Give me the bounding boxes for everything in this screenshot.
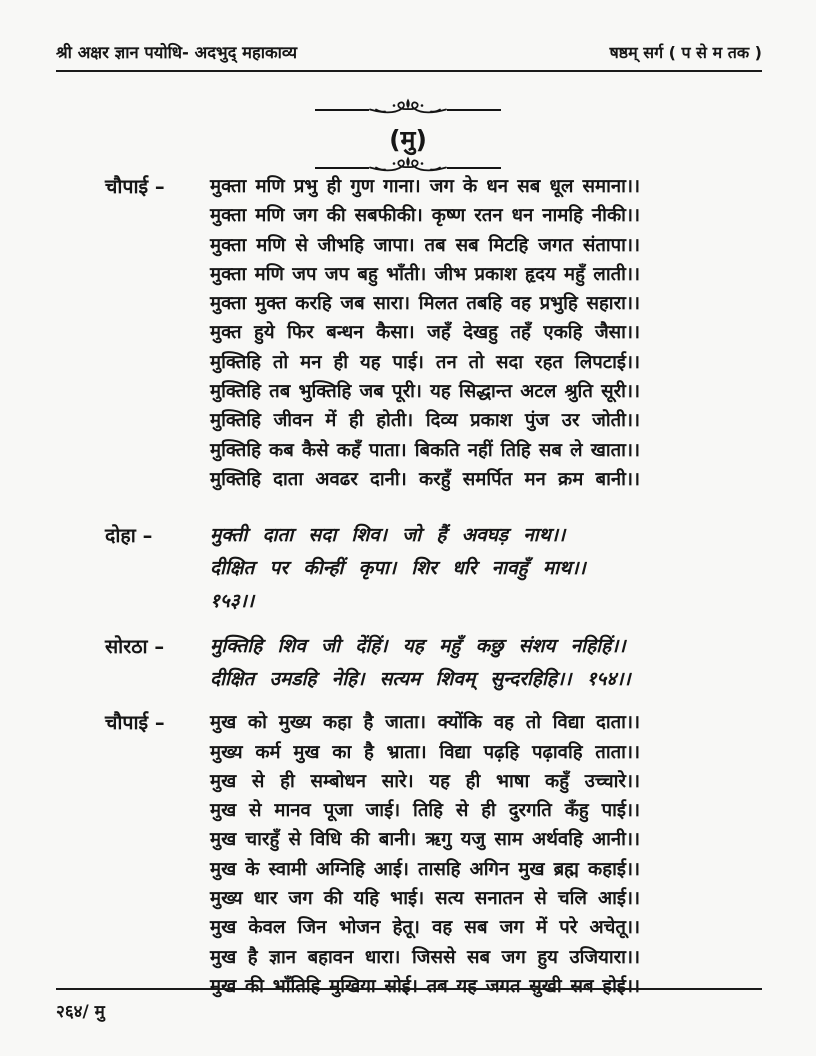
section-doha-3 [105,630,640,696]
verse-line: मुक्ता मणि जप जप बहु भाँती। जीभ प्रकाश हृदय महुँ लाती।। [210,263,640,285]
section-label: चौपाई – [105,711,165,735]
page-number: २६४/ मु [56,1002,105,1022]
verses [210,630,640,696]
verse-line: मुख से ही सम्बोधन सारे। यह ही भाषा कहुँ उच्चारे।। [210,770,640,792]
divider-line [315,167,369,169]
verse-line: मुख्य धार जग की यहि भाई। सत्य सनातन से चलि आई।। [210,888,640,910]
verses [210,519,640,618]
verse-line: मुख केवल जिन भोजन हेतू। वह सब जग में परे अचेतू।। [210,917,640,939]
section-label: दोहा – [105,524,153,548]
verse-line: मुख की भाँतिहि मुखिया सोई। तब यह जगत सुखी सब होई।। [210,975,640,997]
book-title: श्री अक्षर ज्ञान पयोधि- अदभुद् महाकाव्य [56,43,298,62]
verses [210,172,640,494]
flourish-ornament-icon [369,98,447,122]
verse-sections [105,172,640,1001]
verse-line: मुक्तिहि शिव जी देंहिं। यह महुँ कछु संशय नहिहिं।। [210,635,626,658]
page-header [56,40,762,72]
canto-title: षष्ठम् सर्ग ( प से म तक ) [609,43,762,62]
verse-line: मुक्तिहि तब भुक्तिहि जब पूरी। यह सिद्धान्त अटल श्रुति सूरी।। [210,381,640,403]
verse-line: मुख से मानव पूजा जाई। तिहि से ही दुरगति कँहु पाई।। [210,800,640,822]
section-divider [0,98,816,180]
verses [210,708,640,1001]
verse-line: मुक्ता मुक्त करहि जब सारा। मिलत तबहि वह प्रभुहि सहारा।। [210,293,640,315]
letter-section-marker: (मु) [389,125,427,154]
verse-line: मुक्ता मणि जग की सबफीकी। कृष्ण रतन धन नामहि नीकी।। [210,205,640,227]
verse-line: मुख चारहुँ से विधि की बानी। ऋगु यजु साम अर्थवहि आनी।। [210,829,640,851]
verse-line: मुक्ता मणि प्रभु ही गुण गाना। जग के धन सब धूल समाना।। [210,176,640,197]
verse-line: दीक्षित पर कीन्हीं कृपा। शिर धरि नावहुँ माथ।। १५३।। [210,557,586,613]
verse-line: मुख के स्वामी अग्निहि आई। तासहि अगिन मुख ब्रह्म कहाई।। [210,858,640,880]
verse-line: मुक्त हुये फिर बन्धन कैसा। जहँ देखहु तहँ एकहि जैसा।। [210,322,640,344]
verse-line: मुख को मुख्य कहा है जाता। क्योंकि वह तो विद्या दाता।। [210,712,640,734]
verse-line: मुक्तिहि जीवन में ही होती। दिव्य प्रकाश पुंज उर जोती।। [210,410,640,432]
verse-line: दीक्षित उमडहि नेहि। सत्यम शिवम् सुन्दरहिहि।। १५४।। [210,668,631,691]
verse-line: मुक्ती दाता सदा शिव। जो हैं अवघड़ नाथ।। [210,524,566,547]
divider-line [315,109,369,111]
verse-line: मुक्तिहि तो मन ही यह पाई। तन तो सदा रहत लिपटाई।। [210,351,640,373]
flourish-row-top [0,98,816,122]
verse-line: मुख्य कर्म मुख का है भ्राता। विद्या पढ़हि पढ़ावहि ताता।। [210,741,640,763]
section-chaupai-4 [105,708,640,1001]
page-footer [56,988,762,1022]
verse-line: मुक्ता मणि से जीभहि जापा। तब सब मिटहि जगत संतापा।। [210,234,640,256]
section-label: सोरठा – [105,635,165,659]
section-label: चौपाई – [105,175,165,198]
verse-line: मुक्तिहि कब कैसे कहँ पाता। बिकति नहीं तिहि सब ले खाता।। [210,439,640,461]
section-chaupai-1 [105,172,640,494]
divider-line [447,167,501,169]
verse-line: मुक्तिहि दाता अवढर दानी। करहुँ समर्पित मन क्रम बानी।। [210,468,640,490]
verse-line: मुख है ज्ञान बहावन धारा। जिससे सब जग हुय उजियारा।। [210,946,640,968]
section-doha-2 [105,519,640,618]
divider-line [447,109,501,111]
